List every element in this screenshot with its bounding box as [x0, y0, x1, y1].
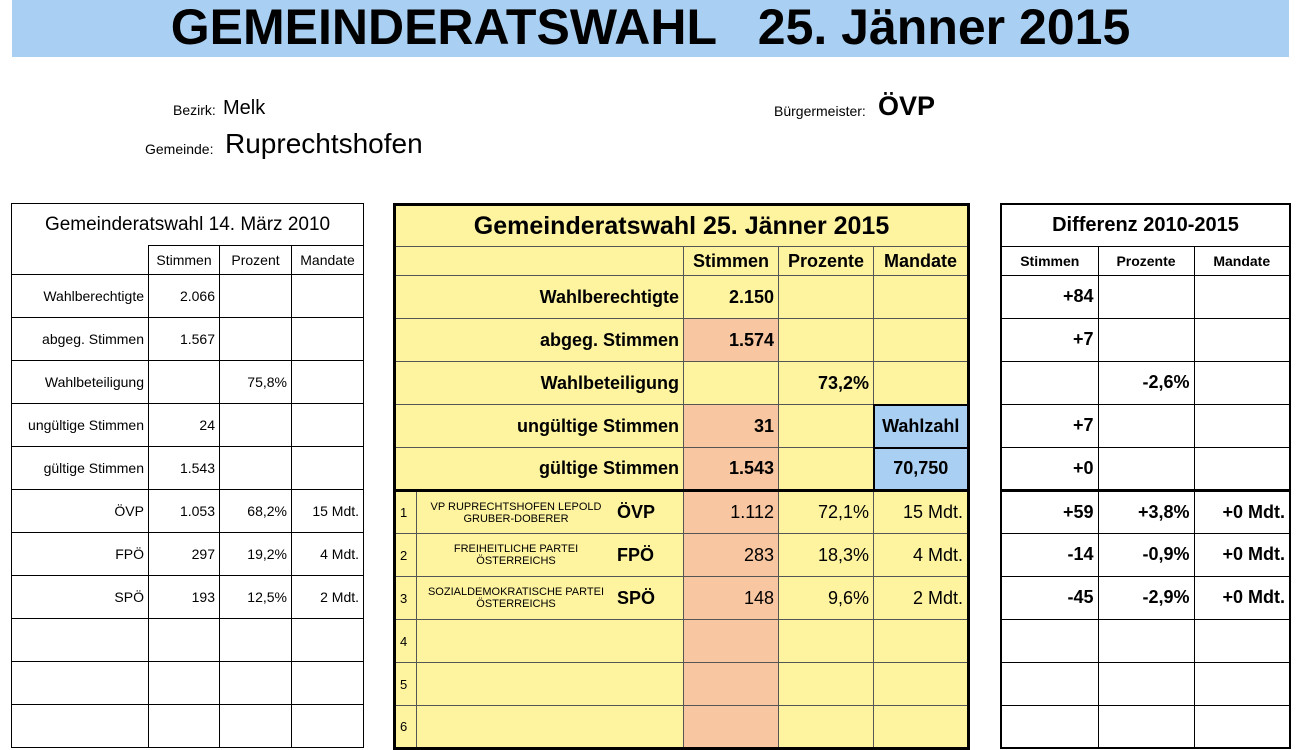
table-row: [12, 318, 364, 361]
cell-prozent: 68,2%: [220, 490, 292, 533]
party-name: SOZIALDEMOKRATISCHE PARTEI ÖSTERREICHS: [427, 586, 605, 610]
cell-stimmen: 1.112: [684, 491, 779, 534]
cell-stimmen: 1.543: [149, 447, 220, 490]
bezirk-value: Melk: [223, 97, 266, 119]
party-row: [395, 620, 969, 663]
table-row: [395, 448, 969, 491]
gemeinde-label: Gemeinde:: [145, 141, 214, 157]
party-name-cell: [417, 577, 684, 620]
header-stimmen: Stimmen: [1001, 246, 1098, 275]
table-row: [1001, 447, 1290, 490]
cell-mandate: [874, 276, 969, 319]
cell-stimmen: 31: [684, 405, 779, 448]
table-row: [1001, 318, 1290, 361]
cell-stimmen: 148: [684, 577, 779, 620]
cell-mandate: 15 Mdt.: [292, 490, 364, 533]
row-label: abgeg. Stimmen: [395, 319, 684, 362]
table-2010: [11, 203, 364, 748]
table-row: [12, 533, 364, 576]
cell-mandate: +0 Mdt.: [1194, 533, 1290, 576]
table-row: [395, 362, 969, 405]
cell-mandate: [1194, 404, 1290, 447]
cell-prozent: 75,8%: [220, 361, 292, 404]
cell-mandate: [292, 275, 364, 318]
cell-mandate: 2 Mdt.: [292, 576, 364, 619]
party-number: 3: [395, 577, 417, 620]
row-label: Wahlbeteiligung: [395, 362, 684, 405]
row-label: FPÖ: [12, 533, 149, 576]
row-label: ungültige Stimmen: [12, 404, 149, 447]
party-short: SPÖ: [617, 587, 656, 608]
party-row: [395, 577, 969, 620]
cell-prozent: [1098, 404, 1194, 447]
cell-prozent: -2,9%: [1098, 576, 1194, 619]
buergermeister-value: ÖVP: [878, 91, 936, 121]
cell-mandate: 4 Mdt.: [874, 534, 969, 577]
cell-stimmen: [1001, 361, 1098, 404]
header-prozente: Prozente: [1098, 246, 1194, 275]
cell-prozent: [779, 448, 874, 491]
page-banner: GEMEINDERATSWAHL 25. Jänner 2015: [12, 0, 1289, 57]
cell-prozent: 9,6%: [779, 577, 874, 620]
table-row: [1001, 361, 1290, 404]
buergermeister-label: Bürgermeister:: [774, 103, 866, 119]
table-row-empty: [1001, 662, 1290, 705]
cell-mandate: [292, 318, 364, 361]
cell-mandate: [292, 447, 364, 490]
cell-stimmen: +59: [1001, 490, 1098, 533]
row-label: ÖVP: [12, 490, 149, 533]
table-row: [395, 276, 969, 319]
row-label: Wahlberechtigte: [395, 276, 684, 319]
cell-mandate: 4 Mdt.: [292, 533, 364, 576]
party-name-cell: [417, 491, 684, 534]
table-row: [395, 319, 969, 362]
table-row-empty: [1001, 705, 1290, 748]
party-row: [395, 534, 969, 577]
wahlzahl-label: Wahlzahl: [874, 405, 969, 448]
cell-mandate: [292, 361, 364, 404]
cell-stimmen: 193: [149, 576, 220, 619]
table-row: [12, 576, 364, 619]
cell-prozent: 72,1%: [779, 491, 874, 534]
table-differenz: [1000, 203, 1291, 749]
table-row: [12, 275, 364, 318]
cell-stimmen: [684, 362, 779, 405]
cell-stimmen: -14: [1001, 533, 1098, 576]
table-row-empty: [1001, 619, 1290, 662]
party-name-cell: [417, 534, 684, 577]
table-row-empty: [12, 619, 364, 662]
header-mandate: Mandate: [1194, 246, 1290, 275]
cell-prozent: -2,6%: [1098, 361, 1194, 404]
party-number: 6: [395, 706, 417, 749]
party-short: ÖVP: [617, 502, 656, 522]
gemeinde-value: Ruprechtshofen: [225, 128, 423, 159]
table-row: [12, 361, 364, 404]
cell-prozent: [1098, 318, 1194, 361]
cell-mandate: [1194, 361, 1290, 404]
table-row: [12, 404, 364, 447]
party-number: 4: [395, 620, 417, 663]
cell-prozent: +3,8%: [1098, 490, 1194, 533]
cell-stimmen: 24: [149, 404, 220, 447]
table-2015-title: Gemeinderatswahl 25. Jänner 2015: [395, 205, 969, 247]
table-row: [1001, 490, 1290, 533]
table-2015: [393, 203, 970, 750]
table-row: [1001, 576, 1290, 619]
cell-prozent: 18,3%: [779, 534, 874, 577]
cell-stimmen: 1.543: [684, 448, 779, 491]
header-prozent: Prozent: [220, 246, 292, 275]
party-number: 1: [395, 491, 417, 534]
cell-stimmen: 283: [684, 534, 779, 577]
table-row-empty: [12, 705, 364, 748]
header-mandate: Mandate: [874, 247, 969, 276]
cell-stimmen: 2.150: [684, 276, 779, 319]
wahlzahl-value: 70,750: [874, 448, 969, 491]
cell-prozent: [779, 276, 874, 319]
row-label: gültige Stimmen: [395, 448, 684, 491]
cell-prozent: [220, 447, 292, 490]
cell-mandate: [874, 319, 969, 362]
table-row: [12, 490, 364, 533]
party-name: VP RUPRECHTSHOFEN LEPOLD GRUBER-DOBERER: [430, 500, 602, 525]
cell-mandate: [1194, 275, 1290, 318]
row-label: Wahlbeteiligung: [12, 361, 149, 404]
cell-mandate: +0 Mdt.: [1194, 576, 1290, 619]
cell-mandate: [874, 362, 969, 405]
table-row: [1001, 275, 1290, 318]
cell-prozent: 73,2%: [779, 362, 874, 405]
party-row: [395, 491, 969, 534]
table-differenz-title: Differenz 2010-2015: [1001, 204, 1290, 246]
cell-prozent: [1098, 275, 1194, 318]
cell-stimmen: +84: [1001, 275, 1098, 318]
cell-stimmen: +7: [1001, 318, 1098, 361]
cell-mandate: [1194, 318, 1290, 361]
cell-mandate: 15 Mdt.: [874, 491, 969, 534]
row-label: ungültige Stimmen: [395, 405, 684, 448]
party-row: [395, 706, 969, 749]
party-number: 5: [395, 663, 417, 706]
table-2010-title: Gemeinderatswahl 14. März 2010: [12, 204, 364, 246]
row-label: SPÖ: [12, 576, 149, 619]
cell-prozent: [220, 404, 292, 447]
cell-stimmen: 1.574: [684, 319, 779, 362]
row-label: Wahlberechtigte: [12, 275, 149, 318]
cell-stimmen: 2.066: [149, 275, 220, 318]
header-stimmen: Stimmen: [149, 246, 220, 275]
cell-stimmen: 1.053: [149, 490, 220, 533]
cell-stimmen: +7: [1001, 404, 1098, 447]
empty-cell: [12, 246, 149, 275]
cell-prozent: [779, 319, 874, 362]
party-row: [395, 663, 969, 706]
cell-mandate: [1194, 447, 1290, 490]
cell-mandate: [292, 404, 364, 447]
table-row: [12, 447, 364, 490]
cell-prozent: [1098, 447, 1194, 490]
table-row: [395, 405, 969, 448]
cell-prozent: [220, 275, 292, 318]
cell-stimmen: [149, 361, 220, 404]
cell-stimmen: +0: [1001, 447, 1098, 490]
cell-prozent: [220, 318, 292, 361]
party-name: FREIHEITLICHE PARTEI ÖSTERREICHS: [453, 543, 579, 567]
header-mandate: Mandate: [292, 246, 364, 275]
header-stimmen: Stimmen: [684, 247, 779, 276]
party-short: FPÖ: [617, 544, 655, 565]
bezirk-label: Bezirk:: [173, 102, 216, 118]
row-label: abgeg. Stimmen: [12, 318, 149, 361]
row-label: gültige Stimmen: [12, 447, 149, 490]
empty-cell: [395, 247, 684, 276]
cell-prozent: [779, 405, 874, 448]
header-prozente: Prozente: [779, 247, 874, 276]
party-number: 2: [395, 534, 417, 577]
table-row: [1001, 533, 1290, 576]
cell-prozent: 12,5%: [220, 576, 292, 619]
cell-mandate: +0 Mdt.: [1194, 490, 1290, 533]
table-row-empty: [12, 662, 364, 705]
cell-stimmen: 1.567: [149, 318, 220, 361]
cell-stimmen: -45: [1001, 576, 1098, 619]
cell-prozent: -0,9%: [1098, 533, 1194, 576]
cell-prozent: 19,2%: [220, 533, 292, 576]
cell-stimmen: 297: [149, 533, 220, 576]
cell-mandate: 2 Mdt.: [874, 577, 969, 620]
table-row: [1001, 404, 1290, 447]
